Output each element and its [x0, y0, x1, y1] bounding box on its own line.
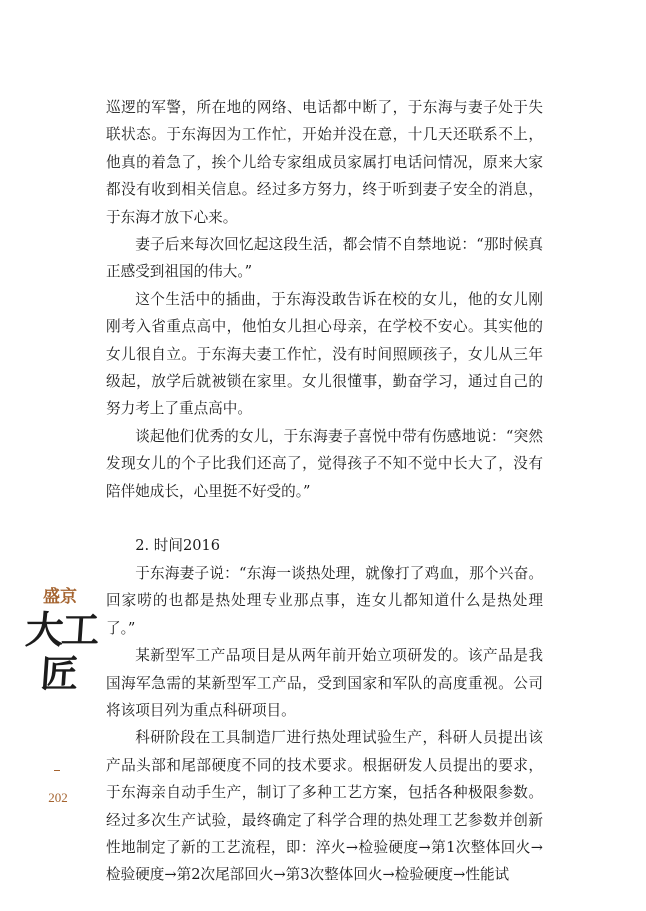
paragraph: 科研阶段在工具制造厂进行热处理试验生产，科研人员提出该产品头部和尾部硬度不同的技术要求。根据研发人员提出的要求，于东海亲自动手生产，制订了多种工艺方案，包括各种极限参数。经过多次生产试验，最终确定了科学合理的热处理工艺参数并创新性地制定了新的工艺流程，即：淬火→检验硬度→第1次整体回火→检验硬度→第2次尾部回火→第3次整体回火→检验硬度→性能试	[106, 729, 543, 884]
paragraph: 于东海妻子说：“东海一谈热处理，就像打了鸡血，那个兴奋。回家唠的也都是热处理专业那点事，连女儿都知道什么是热处理了。”	[106, 564, 543, 637]
page-number-dash	[54, 770, 60, 771]
paragraph: 这个生活中的插曲，于东海没敢告诉在校的女儿，他的女儿刚刚考入省重点高中，他怕女儿担心母亲，在学校不安心。其实他的女儿很自立。于东海夫妻工作忙，没有时间照顾孩子，女儿从三年级起，放学后就被锁在家里。女儿很懂事，勤奋学习，通过自己的努力考上了重点高中。	[106, 290, 543, 418]
paragraph: 谈起他们优秀的女儿，于东海妻子喜悦中带有伤感地说：“突然发现女儿的个子比我们还高了，觉得孩子不知不觉中长大了，没有陪伴她成长，心里挺不好受的。”	[106, 427, 543, 500]
section-spacer	[106, 505, 543, 532]
paragraph: 妻子后来每次回忆起这段生活，都会情不自禁地说：“那时候真正感受到祖国的伟大。”	[106, 236, 543, 281]
paragraph: 巡逻的军警，所在地的网络、电话都中断了，于东海与妻子处于失联状态。于东海因为工作忙，开始并没在意，十几天还联系不上，他真的着急了，挨个儿给专家组成员家属打电话问情况，原来大家都没有收到相关信息。经过多方努力，终于听到妻子安全的消息，于东海才放下心来。	[106, 99, 543, 226]
brand-small-text: 盛京	[43, 587, 77, 607]
page-number: 202	[48, 790, 68, 805]
book-brand-logo	[22, 586, 98, 696]
brand-calligraphy-text: 大工匠	[23, 607, 100, 696]
section-heading: 2. 时间2016	[135, 537, 221, 555]
body-text	[106, 94, 543, 889]
paragraph: 某新型军工产品项目是从两年前开始立项研发的。该产品是我国海军急需的某新型军工产品，受到国家和军队的高度重视。公司将该项目列为重点科研项目。	[106, 647, 543, 719]
